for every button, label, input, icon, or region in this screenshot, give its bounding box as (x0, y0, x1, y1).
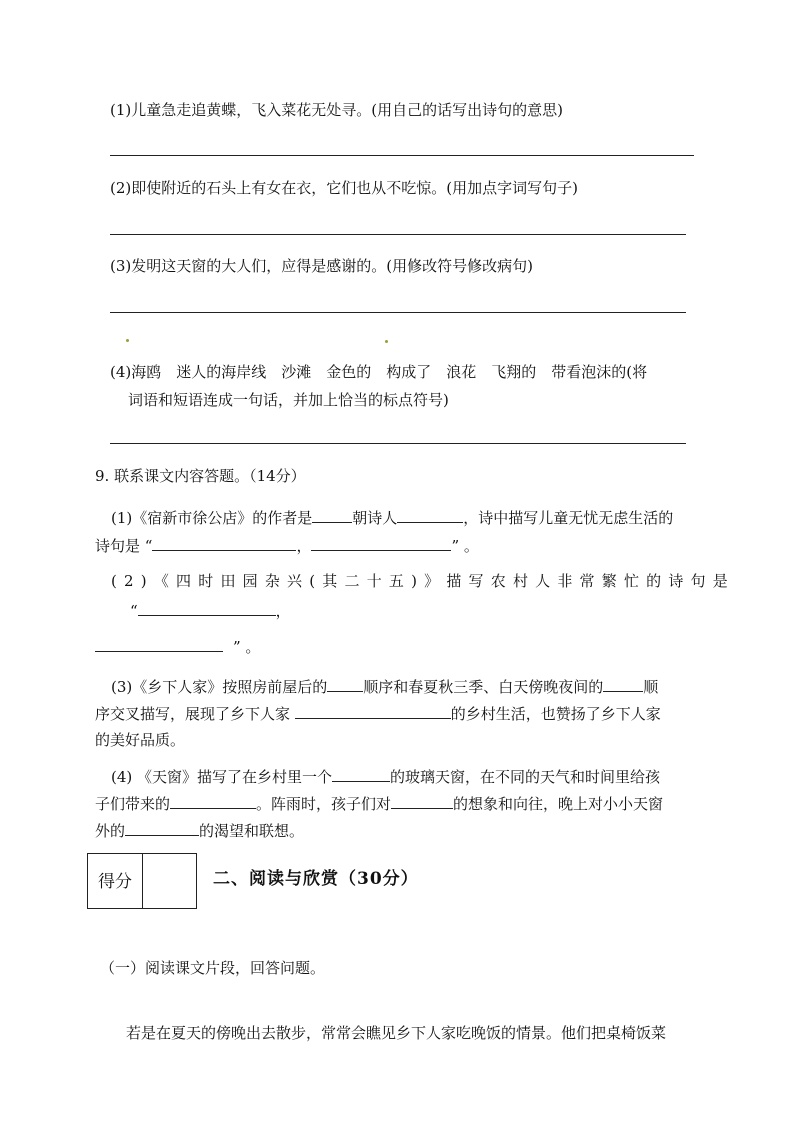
q9-sub-2-line-3 (95, 636, 260, 657)
fill-blank[interactable] (332, 766, 390, 782)
fill-blank[interactable] (95, 636, 223, 652)
q9-4-text-f: 外的 (95, 822, 126, 840)
q9-sub-3-line-2 (95, 703, 661, 724)
q9-sub-4-line-1 (111, 766, 660, 787)
q9-sub-2-line-1: (2)《四时田园杂兴(其二十五)》描写农村人非常繁忙的诗句是 (111, 572, 735, 590)
emphasis-dot (385, 340, 388, 343)
answer-line-1[interactable] (110, 155, 694, 156)
reading-instruction: （一）阅读课文片段，回答问题。 (100, 959, 326, 977)
q9-1-text-e: ， (296, 537, 312, 555)
q9-3-text-e: 的乡村生活，也赞扬了乡下人家 (450, 705, 661, 723)
score-value[interactable] (143, 854, 196, 908)
score-box (87, 853, 197, 909)
q9-sub-1-line-2 (95, 535, 479, 556)
fill-blank[interactable] (327, 676, 363, 692)
q9-1-text-c: ，诗中描写儿童无忧无虑生活的 (463, 509, 674, 527)
q8-item-1: (1)儿童急走追黄蝶，飞入菜花无处寻。(用自己的话写出诗句的意思) (110, 101, 563, 119)
q9-3-text-b: 顺序和春夏秋三季、白天傍晚夜间的 (363, 678, 604, 696)
fill-blank[interactable] (311, 535, 451, 551)
fill-blank[interactable] (312, 507, 352, 523)
q9-4-text-e: 的想象和向往，晚上对小小天窗 (453, 795, 664, 813)
q9-1-text-b: 朝诗人 (352, 509, 398, 527)
q9-sub-3-line-1 (111, 676, 658, 697)
emphasis-dot (126, 339, 129, 342)
q8-item-3: (3)发明这天窗的大人们，应得是感谢的。(用修改符号修改病句) (110, 257, 533, 275)
q9-sub-3-line-3: 的美好品质。 (95, 731, 186, 749)
q9-3-text-a: (3)《乡下人家》按照房前屋后的 (111, 678, 328, 696)
q8-item-2: (2)即使附近的石头上有女在衣，它们也从不吃惊。(用加点字词写句子) (110, 179, 578, 197)
q9-3-text-d: 序交叉描写，展现了乡下人家 (95, 705, 295, 723)
fill-blank[interactable] (170, 793, 256, 809)
q9-3-text-c: 顺 (643, 678, 659, 696)
section-title: 二、阅读与欣赏（30分） (213, 869, 419, 889)
q9-sub-4-line-2 (95, 793, 663, 814)
fill-blank[interactable] (152, 535, 296, 551)
score-label: 得分 (88, 854, 143, 908)
q9-sub-4-line-3 (95, 820, 304, 841)
q8-item-4-line-2: 词语和短语连成一句话，并加上恰当的标点符号) (128, 391, 449, 409)
answer-line-3[interactable] (110, 312, 686, 313)
q9-2-text-c: ， (275, 602, 291, 620)
q9-2-text-b: “ (130, 602, 138, 620)
reading-passage: 若是在夏天的傍晚出去散步，常常会瞧见乡下人家吃晚饭的情景。他们把桌椅饭菜 (126, 1024, 667, 1042)
q9-sub-1-line-1 (111, 507, 673, 528)
q9-4-text-b: 的玻璃天窗，在不同的天气和时间里给孩 (390, 768, 661, 786)
fill-blank[interactable] (603, 676, 643, 692)
answer-line-2[interactable] (110, 234, 686, 235)
q8-item-4-line-1: (4)海鸥 迷人的海岸线 沙滩 金色的 构成了 浪花 飞翔的 带看泡沫的(将 (110, 363, 648, 381)
q9-4-text-g: 的渴望和联想。 (199, 822, 305, 840)
q9-heading: 9. 联系课文内容答题。（14分） (95, 467, 306, 485)
fill-blank[interactable] (397, 507, 463, 523)
q9-4-text-a: (4) 《天窗》描写了在乡村里一个 (111, 768, 333, 786)
q9-1-text-d: 诗句是 “ (95, 537, 153, 555)
fill-blank[interactable] (391, 793, 453, 809)
q9-1-text-a: (1)《宿新市徐公店》的作者是 (111, 509, 313, 527)
fill-blank[interactable] (138, 600, 276, 616)
fill-blank[interactable] (295, 703, 451, 719)
answer-line-4[interactable] (110, 443, 686, 444)
q9-1-text-f: ” 。 (451, 537, 479, 555)
q9-4-text-d: 。阵雨时，孩子们对 (256, 795, 392, 813)
q9-sub-2-line-2 (130, 600, 291, 621)
q9-2-text-d: ” 。 (233, 638, 261, 656)
fill-blank[interactable] (125, 820, 199, 836)
q9-4-text-c: 子们带来的 (95, 795, 171, 813)
